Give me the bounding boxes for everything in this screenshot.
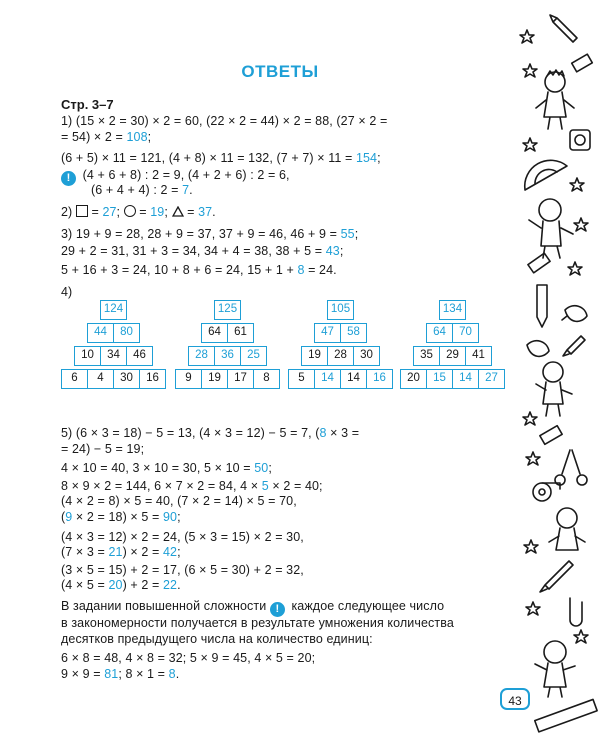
pyramid-cell: 125 bbox=[214, 300, 241, 320]
task1-line2: = 54) × 2 = 108; bbox=[61, 130, 152, 144]
kid-icon bbox=[536, 70, 574, 129]
star-icon bbox=[570, 178, 584, 191]
pyramid-cell: 34 bbox=[100, 346, 127, 366]
doodle-decoration bbox=[515, 0, 600, 750]
task3-line3: 5 + 16 + 3 = 24, 10 + 8 + 6 = 24, 15 + 1 + 8 = 24. bbox=[61, 263, 337, 277]
pyramid-cell: 15 bbox=[426, 369, 453, 389]
triangle-icon bbox=[172, 206, 184, 217]
pyramid-cell: 14 bbox=[314, 369, 341, 389]
kid-icon bbox=[536, 362, 572, 416]
pyramid-cell: 17 bbox=[227, 369, 254, 389]
pyramid-cell: 70 bbox=[452, 323, 479, 343]
pyramid-cell: 64 bbox=[201, 323, 228, 343]
pyramid-cell: 8 bbox=[253, 369, 280, 389]
pyramid-cell: 80 bbox=[113, 323, 140, 343]
pyramid-cell: 46 bbox=[126, 346, 153, 366]
pyramid-cell: 19 bbox=[201, 369, 228, 389]
pyramid-cell: 6 bbox=[61, 369, 88, 389]
eraser-icon bbox=[572, 54, 593, 72]
pyramid-cell: 61 bbox=[227, 323, 254, 343]
star-icon bbox=[574, 630, 588, 643]
scissors-icon bbox=[555, 450, 587, 485]
kid-icon bbox=[549, 508, 585, 550]
task3-line1: 3) 19 + 9 = 28, 28 + 9 = 37, 37 + 9 = 46, 46 + 9 = 55; bbox=[61, 227, 359, 241]
task5-line8: (7 × 3 = 21) × 2 = 42; bbox=[61, 545, 181, 559]
note-line2: в закономерности получается в результате умножения количества bbox=[61, 616, 454, 630]
page-title: ОТВЕТЫ bbox=[241, 62, 319, 81]
task5-line5: (4 × 2 = 8) × 5 = 40, (7 × 2 = 14) × 5 = 70, bbox=[61, 494, 297, 508]
task5-line1: 5) (6 × 3 = 18) − 5 = 13, (4 × 3 = 12) − 5 = 7, (8 × 3 = bbox=[61, 426, 360, 440]
pen-icon bbox=[537, 285, 547, 327]
pyramid-cell: 27 bbox=[478, 369, 505, 389]
task5-line2: = 24) − 5 = 19; bbox=[61, 442, 145, 456]
pencil-icon bbox=[550, 15, 577, 42]
task5-line6: (9 × 2 = 18) × 5 = 90; bbox=[61, 510, 181, 524]
pyramid-cell: 105 bbox=[327, 300, 354, 320]
note-line3: десятков предыдущего числа на количество единиц: bbox=[61, 632, 373, 646]
star-icon bbox=[520, 30, 534, 43]
pyramid-cell: 134 bbox=[439, 300, 466, 320]
pyramid-cell: 35 bbox=[413, 346, 440, 366]
star-icon bbox=[523, 64, 537, 77]
square-icon bbox=[76, 205, 88, 217]
task5-line4: 8 × 9 × 2 = 144, 6 × 7 × 2 = 84, 4 × 5 × 2 = 40; bbox=[61, 479, 323, 493]
star-icon bbox=[523, 412, 537, 425]
pyramid-cell: 4 bbox=[87, 369, 114, 389]
bird-icon bbox=[527, 341, 549, 357]
protractor-icon bbox=[525, 160, 567, 190]
section-heading: Стр. 3–7 bbox=[61, 97, 114, 112]
bird-icon bbox=[562, 306, 587, 322]
task1-line5: (6 + 4 + 4) : 2 = 7. bbox=[91, 183, 193, 197]
star-icon bbox=[526, 602, 540, 615]
exclamation-icon: ! bbox=[270, 602, 285, 617]
star-icon bbox=[574, 218, 588, 231]
pyramid-cell: 36 bbox=[214, 346, 241, 366]
note-line1: В задании повышенной сложности ! каждое следующее число bbox=[61, 599, 445, 615]
task1-line1: 1) (15 × 2 = 30) × 2 = 60, (22 × 2 = 44) × 2 = 88, (27 × 2 = bbox=[61, 114, 388, 128]
pyramid-cell: 16 bbox=[139, 369, 166, 389]
pyramid-cell: 41 bbox=[465, 346, 492, 366]
star-icon bbox=[526, 452, 540, 465]
eraser-icon bbox=[528, 253, 550, 273]
page-number: 43 bbox=[500, 688, 530, 710]
star-icon bbox=[523, 138, 537, 151]
paperclip-icon bbox=[570, 598, 582, 626]
pencil-icon bbox=[563, 336, 585, 356]
task5-line10: (4 × 5 = 20) + 2 = 22. bbox=[61, 578, 181, 592]
pyramid-cell: 20 bbox=[400, 369, 427, 389]
pyramid-cell: 47 bbox=[314, 323, 341, 343]
pyramid-cell: 44 bbox=[87, 323, 114, 343]
task5-line9: (3 × 5 = 15) + 2 = 17, (6 × 5 = 30) + 2 = 32, bbox=[61, 563, 304, 577]
pyramid-cell: 25 bbox=[240, 346, 267, 366]
task1-line4: ! (4 + 6 + 8) : 2 = 9, (4 + 2 + 6) : 2 = 6, bbox=[61, 168, 290, 186]
star-icon bbox=[568, 262, 582, 275]
tape-icon bbox=[533, 483, 560, 501]
formula-line2: 9 × 9 = 81; 8 × 1 = 8. bbox=[61, 667, 180, 681]
task2-line: 2) = 27; = 19; = 37. bbox=[61, 205, 216, 219]
pen-icon bbox=[540, 561, 573, 592]
eraser-icon bbox=[540, 426, 562, 445]
star-icon bbox=[524, 540, 538, 553]
sharpener-icon bbox=[570, 130, 590, 150]
pyramid-cell: 14 bbox=[340, 369, 367, 389]
kid-icon bbox=[535, 641, 575, 697]
pyramid-cell: 28 bbox=[327, 346, 354, 366]
pyramid-cell: 9 bbox=[175, 369, 202, 389]
pyramid-cell: 10 bbox=[74, 346, 101, 366]
pyramid-cell: 28 bbox=[188, 346, 215, 366]
exclamation-icon: ! bbox=[61, 171, 76, 186]
ruler-icon bbox=[535, 699, 597, 731]
pyramid-cell: 30 bbox=[113, 369, 140, 389]
pyramid-cell: 19 bbox=[301, 346, 328, 366]
pyramid-cell: 16 bbox=[366, 369, 393, 389]
pyramid-cell: 5 bbox=[288, 369, 315, 389]
task5-line7: (4 × 3 = 12) × 2 = 24, (5 × 3 = 15) × 2 = 30, bbox=[61, 530, 304, 544]
pyramid-cell: 124 bbox=[100, 300, 127, 320]
pyramid-cell: 58 bbox=[340, 323, 367, 343]
task1-line3: (6 + 5) × 11 = 121, (4 + 8) × 11 = 132, (7 + 7) × 11 = 154; bbox=[61, 151, 381, 165]
pyramid-cell: 14 bbox=[452, 369, 479, 389]
task3-line2: 29 + 2 = 31, 31 + 3 = 34, 34 + 4 = 38, 38 + 5 = 43; bbox=[61, 244, 344, 258]
task5-line3: 4 × 10 = 40, 3 × 10 = 30, 5 × 10 = 50; bbox=[61, 461, 272, 475]
circle-icon bbox=[124, 205, 136, 217]
pyramid-cell: 29 bbox=[439, 346, 466, 366]
task4-label: 4) bbox=[61, 285, 73, 299]
pyramid-cell: 30 bbox=[353, 346, 380, 366]
kid-icon bbox=[529, 199, 573, 258]
formula-line1: 6 × 8 = 48, 4 × 8 = 32; 5 × 9 = 45, 4 × 5 = 20; bbox=[61, 651, 316, 665]
pyramid-cell: 64 bbox=[426, 323, 453, 343]
